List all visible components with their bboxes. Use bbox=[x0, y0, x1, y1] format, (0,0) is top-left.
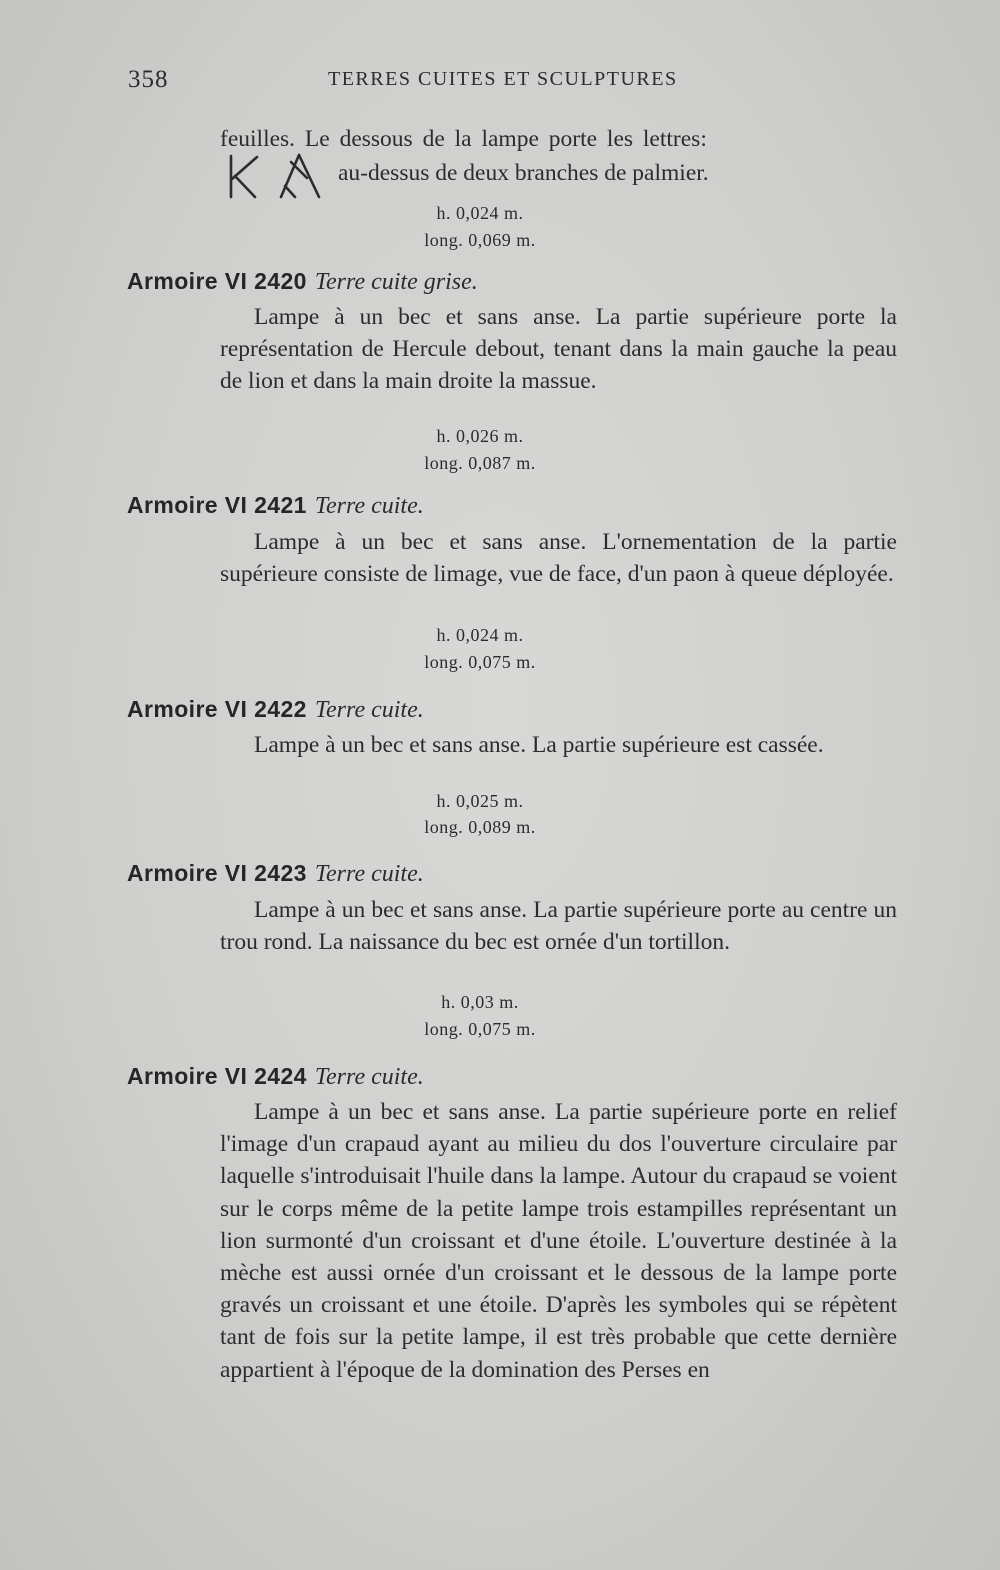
entry-material: Terre cuite. bbox=[314, 697, 424, 723]
inscription-letters-image bbox=[223, 152, 327, 200]
measure-length: long. 0,089 m. bbox=[424, 817, 536, 837]
entry-description: Lampe à un bec et sans anse. La partie supérieure porte au centre un trou rond. La naissance du bec est ornée d'un tortillon. bbox=[220, 897, 897, 956]
entry-description: Lampe à un bec et sans anse. La partie supérieure est cassée. bbox=[254, 732, 824, 758]
measure-height: h. 0,024 m. bbox=[436, 203, 524, 223]
entry-material: Terre cuite. bbox=[314, 1064, 424, 1090]
entry-label: Armoire VI 2423 bbox=[127, 860, 307, 886]
entry-label: Armoire VI 2422 bbox=[127, 696, 307, 722]
running-title: TERRES CUITES ET SCULPTURES bbox=[328, 68, 678, 90]
measure-height: h. 0,03 m. bbox=[441, 992, 519, 1012]
measure-length: long. 0,075 m. bbox=[424, 652, 536, 672]
entry-heading bbox=[127, 860, 424, 888]
continuation-line-2: au-dessus de deux branches de palmier. bbox=[338, 160, 709, 186]
measure-length: long. 0,087 m. bbox=[424, 453, 536, 473]
page-number: 358 bbox=[128, 66, 169, 93]
entry-label: Armoire VI 2420 bbox=[127, 268, 307, 294]
measure-height: h. 0,026 m. bbox=[436, 426, 524, 446]
measure-height: h. 0,024 m. bbox=[436, 625, 524, 645]
measure-length: long. 0,075 m. bbox=[424, 1019, 536, 1039]
entry-description: Lampe à un bec et sans anse. L'ornementation de la partie supérieure consiste de limage, vue de face, d'un paon à queue déployée. bbox=[220, 529, 897, 588]
entry-material: Terre cuite grise. bbox=[314, 269, 478, 295]
entry-description: Lampe à un bec et sans anse. La partie supérieure porte la représentation de Hercule debout, tenant dans la main gauche la peau de lion et dans la main droite la massue. bbox=[220, 304, 897, 395]
entry-label: Armoire VI 2424 bbox=[127, 1063, 307, 1089]
entry-heading bbox=[127, 492, 424, 520]
measure-length: long. 0,069 m. bbox=[424, 230, 536, 250]
entry-heading bbox=[127, 268, 478, 296]
continuation-line-1: feuilles. Le dessous de la lampe porte les lettres: bbox=[220, 126, 707, 152]
entry-material: Terre cuite. bbox=[314, 493, 424, 519]
entry-description: Lampe à un bec et sans anse. La partie supérieure porte en relief l'image d'un crapaud ayant au milieu du dos l'ouverture circulaire par laquelle s'introduisait l'huile dans la lampe. Autour du crapaud se voient sur le corps même de la petite lampe trois estampilles représentant un lion surmonté d'un croissant et d'une étoile. L'ouverture destinée à la mèche est aussi ornée d'un croissant et le dessous de la lampe porte gravés un croissant et une étoile. D'après les symboles qui se répètent tant de fois sur la petite lampe, il est très probable que cette dernière appartient à l'époque de la domination des Perses en bbox=[220, 1099, 897, 1383]
measure-height: h. 0,025 m. bbox=[436, 791, 524, 811]
entry-label: Armoire VI 2421 bbox=[127, 492, 307, 518]
entry-heading bbox=[127, 696, 424, 724]
entry-material: Terre cuite. bbox=[314, 861, 424, 887]
entry-heading bbox=[127, 1063, 424, 1091]
